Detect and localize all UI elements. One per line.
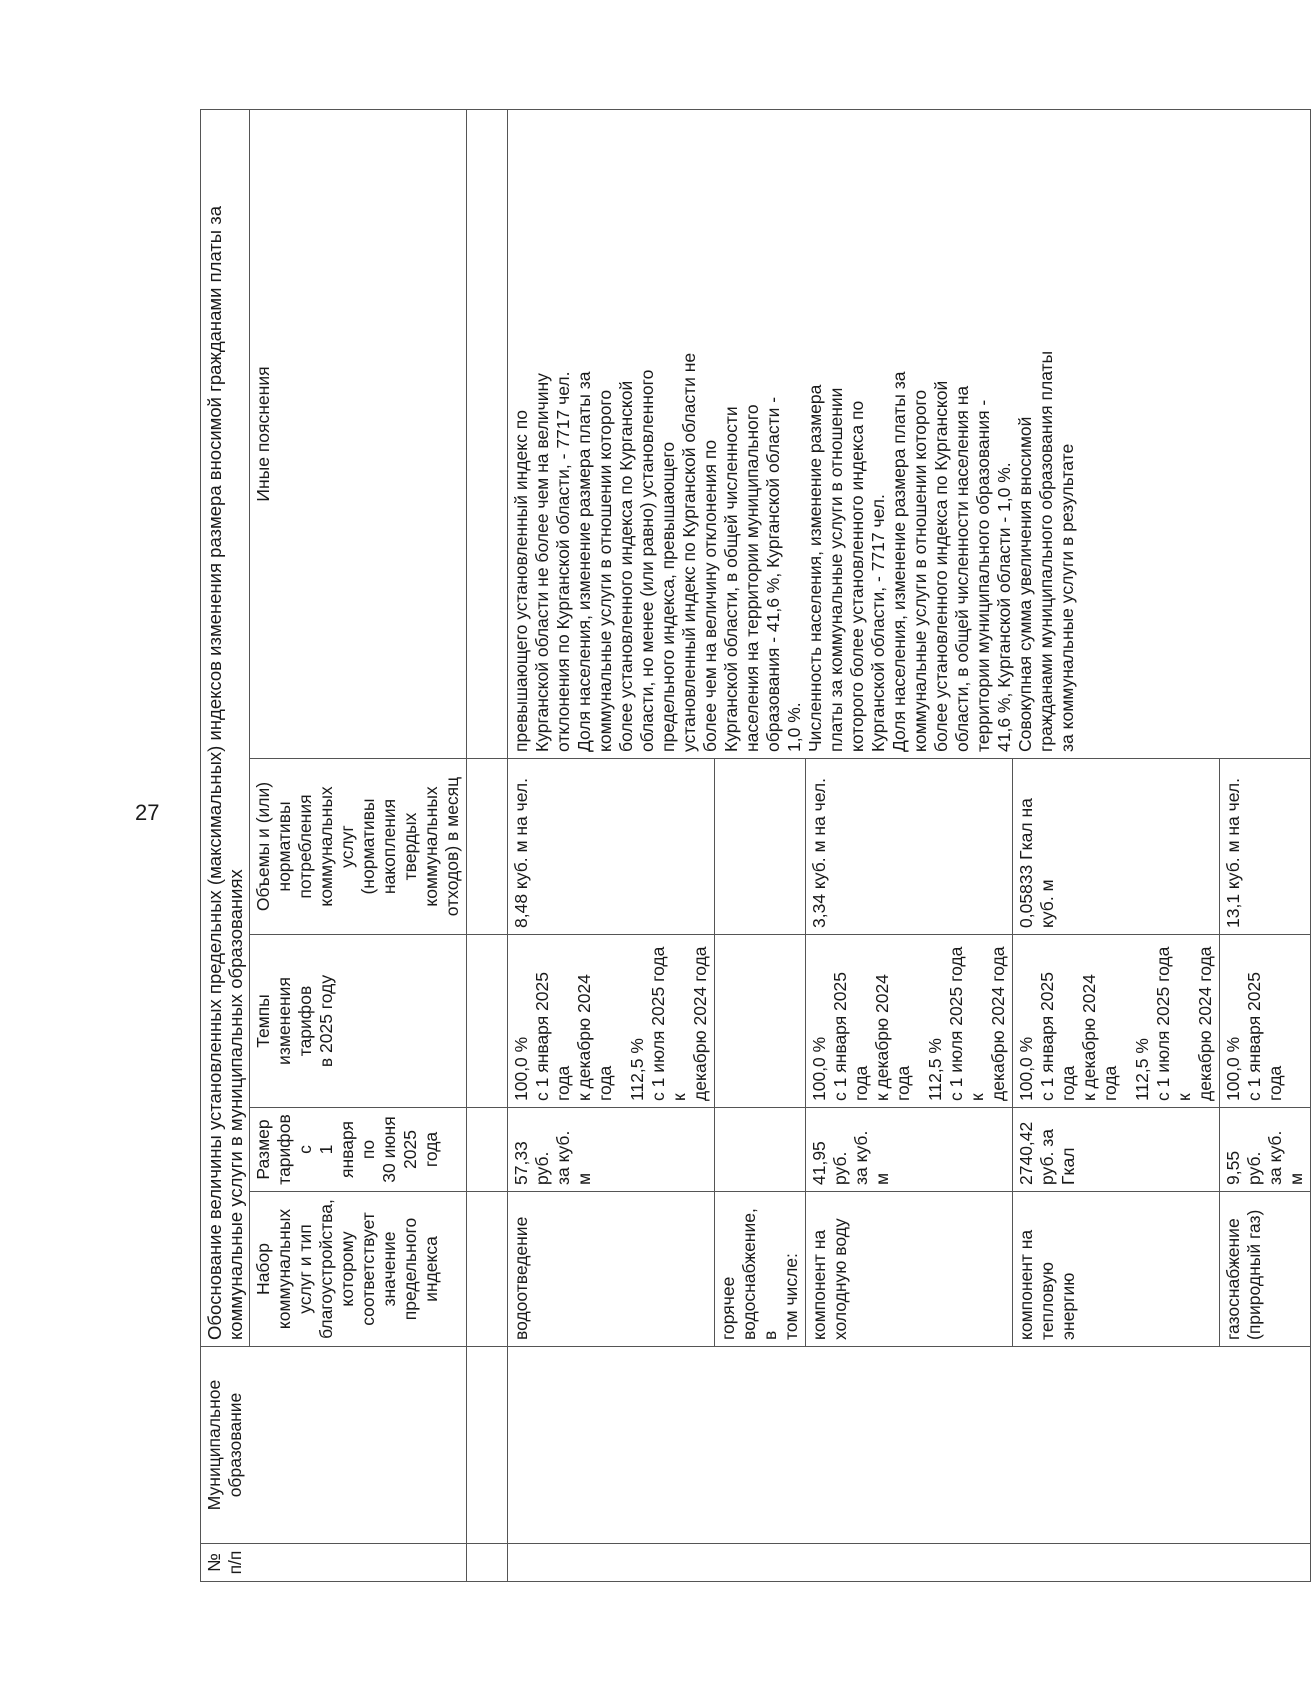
cell-municipality — [508, 1347, 1311, 1544]
rate-jul: 112,5 % с 1 июля 2025 года к декабрю 2024 года — [627, 946, 710, 1101]
header-notes: Иные пояснения — [250, 110, 467, 759]
table-spacer-row — [467, 110, 508, 1582]
header-tariff-rates: Темпы изменения тарифов в 2025 году — [250, 935, 467, 1108]
rotated-table-container — [200, 110, 1306, 1582]
cell-volume: 3,34 куб. м на чел. — [806, 759, 1013, 935]
cell-tariff: 41,95 руб. за куб. м — [806, 1108, 1013, 1192]
cell-service: компонент на холодную воду — [806, 1192, 1013, 1347]
cell-tariff: 2740,42 руб. за Гкал — [1013, 1108, 1220, 1192]
cell-rates — [806, 935, 1013, 1108]
header-services: Набор коммунальных услуг и тип благоустройства, которому соответствует значение предельного индекса — [250, 1192, 467, 1347]
table-caption: Обоснование величины установленных предельных (максимальных) индексов изменения размера вносимой гражданами платы за коммунальные услуги в муниципальных образованиях — [201, 110, 250, 1347]
table-header-row-1 — [201, 110, 250, 1582]
cell-rates: 100,0 % с 1 января 2025 года — [1220, 935, 1311, 1108]
cell-rates — [1013, 935, 1220, 1108]
page-number: 27 — [135, 800, 160, 825]
cell-tariff: 9,55 руб. за куб. м — [1220, 1108, 1311, 1192]
table-row-drainage — [508, 110, 715, 1582]
header-volumes: Объемы и (или) нормативы потребления коммунальных услуг (нормативы накопления твердых коммунальных отходов) в месяц — [250, 759, 467, 935]
rate-jan: 100,0 % с 1 января 2025 года к декабрю 2024 года — [809, 972, 913, 1101]
rate-jul: 112,5 % с 1 июля 2025 года к декабрю 2024 года — [925, 946, 1008, 1101]
cell-volume: 0,05833 Гкал на куб. м — [1013, 759, 1220, 935]
rate-jan: 100,0 % с 1 января 2025 года к декабрю 2024 года — [1016, 972, 1120, 1101]
cell-service: водоотведение — [508, 1192, 715, 1347]
cell-volume: 8,48 куб. м на чел. — [508, 759, 715, 935]
cell-notes: превышающего установленный индекс по Курганской области не более чем на величину отклонения по Курганской области, - 7717 чел. Доля населения, изменение размера платы за коммунальные услуги в отношении которого более установленного индекса по Курганской области, но менее (или равно) установленного предельного индекса, превышающего установленный индекс по Курганской области не более чем на величину отклонения по Курганской области, в общей численности населения на территории муниципального образования - 41,6 %, Курганской области - 1,0 %. Численность населения, изменение размера платы за коммунальные услуги в отношении которого более установленного индекса по Курганской области, - 7717 чел. Доля населения, изменение размера платы за коммунальные услуги в отношении которого более установленного индекса по Курганской области, в общей численности населения на территории муниципального образования - 41,6 %, Курганской области - 1,0 %. Совокупная сумма увеличения вносимой гражданами муниципального образования платы за коммунальные услуги в результате — [508, 110, 1311, 759]
cell-num — [508, 1544, 1311, 1582]
header-municipality: Муниципальное образование — [201, 1347, 467, 1544]
cell-service: газоснабжение (природный газ) — [1220, 1192, 1311, 1347]
header-tariff-size: Размер тарифов с 1 января по 30 июня 2025 года — [250, 1108, 467, 1192]
rate-jul: 112,5 % с 1 июля 2025 года к декабрю 2024 года — [1132, 946, 1215, 1101]
cell-service: горячее водоснабжение, в том числе: — [715, 1192, 806, 1347]
tariff-justification-table — [200, 109, 1311, 1582]
cell-tariff: 57,33 руб. за куб. м — [508, 1108, 715, 1192]
cell-volume: 13,1 куб. м на чел. — [1220, 759, 1311, 935]
header-num: № п/п — [201, 1544, 467, 1582]
cell-service: компонент на тепловую энергию — [1013, 1192, 1220, 1347]
rate-jan: 100,0 % с 1 января 2025 года к декабрю 2024 года — [511, 972, 615, 1101]
cell-rates — [508, 935, 715, 1108]
